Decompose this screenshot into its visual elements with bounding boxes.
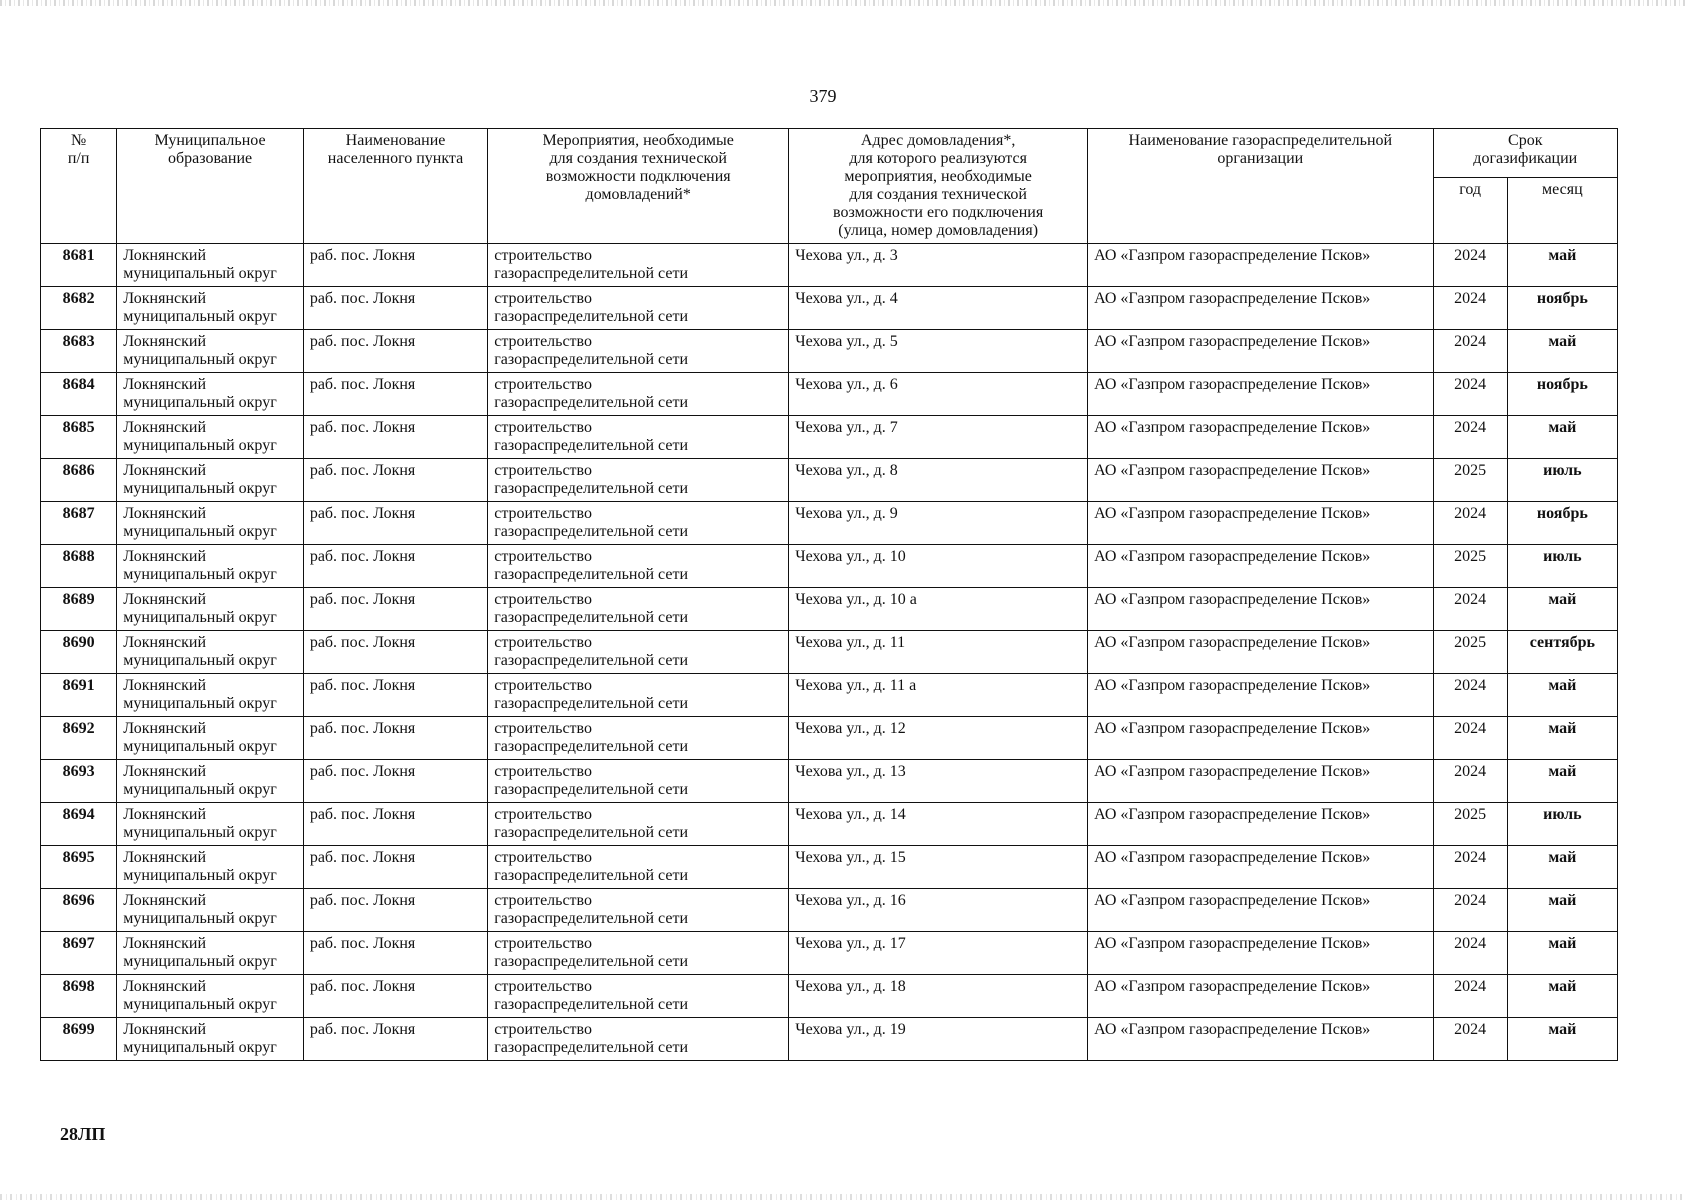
cell-org: АО «Газпром газораспределение Псков» (1088, 846, 1433, 889)
measure-line-2: газораспределительной сети (494, 351, 689, 368)
measure-line-2: газораспределительной сети (494, 652, 689, 669)
cell-settlement: раб. пос. Локня (303, 588, 487, 631)
municipality-line-2: муниципальный округ (123, 480, 277, 497)
cell-org: АО «Газпром газораспределение Псков» (1088, 373, 1433, 416)
cell-month: май (1507, 416, 1617, 459)
municipality-line-1: Локнянский (123, 462, 207, 479)
measure-line-1: строительство (494, 333, 592, 350)
measure-line-1: строительство (494, 763, 592, 780)
cell-address: Чехова ул., д. 18 (789, 975, 1088, 1018)
measure-line-1: строительство (494, 849, 592, 866)
cell-org: АО «Газпром газораспределение Псков» (1088, 932, 1433, 975)
municipality-line-2: муниципальный округ (123, 695, 277, 712)
cell-month: июль (1507, 803, 1617, 846)
cell-num: 8699 (41, 1018, 117, 1061)
cell-org: АО «Газпром газораспределение Псков» (1088, 717, 1433, 760)
measure-line-1: строительство (494, 247, 592, 264)
cell-num: 8683 (41, 330, 117, 373)
measure-line-1: строительство (494, 290, 592, 307)
cell-org: АО «Газпром газораспределение Псков» (1088, 416, 1433, 459)
cell-measure (488, 631, 789, 674)
cell-month: ноябрь (1507, 373, 1617, 416)
cell-year: 2025 (1433, 631, 1507, 674)
cell-settlement: раб. пос. Локня (303, 502, 487, 545)
table-row (41, 545, 1618, 588)
cell-settlement: раб. пос. Локня (303, 416, 487, 459)
footer-code: 28ЛП (60, 1124, 106, 1144)
cell-municipality (117, 975, 304, 1018)
cell-org: АО «Газпром газораспределение Псков» (1088, 287, 1433, 330)
measure-line-1: строительство (494, 935, 592, 952)
cell-address: Чехова ул., д. 3 (789, 244, 1088, 287)
cell-org: АО «Газпром газораспределение Псков» (1088, 588, 1433, 631)
cell-measure (488, 287, 789, 330)
cell-month: май (1507, 717, 1617, 760)
cell-measure (488, 416, 789, 459)
gasification-table (40, 128, 1618, 1061)
municipality-line-1: Локнянский (123, 978, 207, 995)
cell-settlement: раб. пос. Локня (303, 1018, 487, 1061)
cell-month: май (1507, 588, 1617, 631)
cell-municipality (117, 373, 304, 416)
cell-num: 8691 (41, 674, 117, 717)
cell-settlement: раб. пос. Локня (303, 287, 487, 330)
table-row (41, 932, 1618, 975)
cell-year: 2024 (1433, 330, 1507, 373)
measure-line-2: газораспределительной сети (494, 996, 689, 1013)
cell-measure (488, 803, 789, 846)
header-num: № п/п (41, 129, 117, 244)
cell-year: 2025 (1433, 803, 1507, 846)
scan-edge-top (0, 0, 1686, 6)
measure-line-1: строительство (494, 591, 592, 608)
cell-month: ноябрь (1507, 502, 1617, 545)
cell-org: АО «Газпром газораспределение Псков» (1088, 674, 1433, 717)
header-year: год (1433, 178, 1507, 244)
cell-measure (488, 975, 789, 1018)
cell-address: Чехова ул., д. 6 (789, 373, 1088, 416)
cell-month: май (1507, 674, 1617, 717)
cell-municipality (117, 760, 304, 803)
cell-org: АО «Газпром газораспределение Псков» (1088, 975, 1433, 1018)
measure-line-1: строительство (494, 376, 592, 393)
cell-year: 2024 (1433, 932, 1507, 975)
table-row (41, 459, 1618, 502)
cell-year: 2024 (1433, 1018, 1507, 1061)
measure-line-2: газораспределительной сети (494, 867, 689, 884)
measure-line-2: газораспределительной сети (494, 953, 689, 970)
cell-settlement: раб. пос. Локня (303, 330, 487, 373)
municipality-line-1: Локнянский (123, 935, 207, 952)
measure-line-2: газораспределительной сети (494, 523, 689, 540)
municipality-line-2: муниципальный округ (123, 781, 277, 798)
cell-month: май (1507, 932, 1617, 975)
cell-org: АО «Газпром газораспределение Псков» (1088, 889, 1433, 932)
cell-measure (488, 373, 789, 416)
table-row (41, 975, 1618, 1018)
cell-settlement: раб. пос. Локня (303, 846, 487, 889)
measure-line-2: газораспределительной сети (494, 480, 689, 497)
table-row (41, 588, 1618, 631)
cell-num: 8689 (41, 588, 117, 631)
header-term: Срок догазификации (1433, 129, 1617, 178)
cell-month: май (1507, 1018, 1617, 1061)
cell-measure (488, 1018, 789, 1061)
cell-municipality (117, 717, 304, 760)
cell-num: 8688 (41, 545, 117, 588)
cell-month: июль (1507, 545, 1617, 588)
table-row (41, 287, 1618, 330)
cell-municipality (117, 330, 304, 373)
cell-org: АО «Газпром газораспределение Псков» (1088, 502, 1433, 545)
municipality-line-2: муниципальный округ (123, 738, 277, 755)
municipality-line-1: Локнянский (123, 419, 207, 436)
cell-month: сентябрь (1507, 631, 1617, 674)
cell-address: Чехова ул., д. 11 а (789, 674, 1088, 717)
cell-municipality (117, 1018, 304, 1061)
cell-org: АО «Газпром газораспределение Псков» (1088, 545, 1433, 588)
cell-org: АО «Газпром газораспределение Псков» (1088, 803, 1433, 846)
cell-org: АО «Газпром газораспределение Псков» (1088, 631, 1433, 674)
cell-month: ноябрь (1507, 287, 1617, 330)
cell-month: июль (1507, 459, 1617, 502)
table-row (41, 416, 1618, 459)
cell-num: 8697 (41, 932, 117, 975)
cell-settlement: раб. пос. Локня (303, 545, 487, 588)
cell-year: 2024 (1433, 502, 1507, 545)
cell-municipality (117, 803, 304, 846)
cell-year: 2024 (1433, 416, 1507, 459)
cell-org: АО «Газпром газораспределение Псков» (1088, 760, 1433, 803)
cell-year: 2024 (1433, 588, 1507, 631)
cell-year: 2025 (1433, 545, 1507, 588)
cell-measure (488, 846, 789, 889)
table-row (41, 631, 1618, 674)
cell-settlement: раб. пос. Локня (303, 631, 487, 674)
municipality-line-2: муниципальный округ (123, 308, 277, 325)
header-measures: Мероприятия, необходимые для создания технической возможности подключения домовладений* (488, 129, 789, 244)
cell-address: Чехова ул., д. 11 (789, 631, 1088, 674)
cell-settlement: раб. пос. Локня (303, 459, 487, 502)
table-row (41, 717, 1618, 760)
cell-measure (488, 330, 789, 373)
header-month: месяц (1507, 178, 1617, 244)
municipality-line-2: муниципальный округ (123, 609, 277, 626)
municipality-line-1: Локнянский (123, 548, 207, 565)
cell-address: Чехова ул., д. 10 (789, 545, 1088, 588)
measure-line-1: строительство (494, 978, 592, 995)
cell-measure (488, 459, 789, 502)
measure-line-1: строительство (494, 720, 592, 737)
cell-address: Чехова ул., д. 17 (789, 932, 1088, 975)
cell-month: май (1507, 330, 1617, 373)
table-row (41, 846, 1618, 889)
cell-municipality (117, 416, 304, 459)
municipality-line-2: муниципальный округ (123, 437, 277, 454)
municipality-line-1: Локнянский (123, 591, 207, 608)
cell-num: 8686 (41, 459, 117, 502)
table-row (41, 373, 1618, 416)
cell-address: Чехова ул., д. 4 (789, 287, 1088, 330)
municipality-line-1: Локнянский (123, 1021, 207, 1038)
measure-line-1: строительство (494, 505, 592, 522)
cell-municipality (117, 287, 304, 330)
cell-num: 8692 (41, 717, 117, 760)
cell-org: АО «Газпром газораспределение Псков» (1088, 244, 1433, 287)
cell-address: Чехова ул., д. 13 (789, 760, 1088, 803)
cell-measure (488, 932, 789, 975)
table-row (41, 803, 1618, 846)
cell-num: 8693 (41, 760, 117, 803)
page-number: 379 (809, 86, 837, 106)
table-header (41, 129, 1618, 244)
cell-municipality (117, 545, 304, 588)
cell-measure (488, 717, 789, 760)
cell-num: 8694 (41, 803, 117, 846)
cell-year: 2024 (1433, 287, 1507, 330)
municipality-line-1: Локнянский (123, 634, 207, 651)
cell-num: 8698 (41, 975, 117, 1018)
header-address: Адрес домовладения*, для которого реализуются мероприятия, необходимые для создания технической возможности его подключения (улица, номер домовладения) (789, 129, 1088, 244)
cell-address: Чехова ул., д. 15 (789, 846, 1088, 889)
cell-measure (488, 760, 789, 803)
cell-address: Чехова ул., д. 19 (789, 1018, 1088, 1061)
measure-line-1: строительство (494, 548, 592, 565)
measure-line-2: газораспределительной сети (494, 910, 689, 927)
municipality-line-2: муниципальный округ (123, 652, 277, 669)
measure-line-2: газораспределительной сети (494, 566, 689, 583)
cell-year: 2024 (1433, 717, 1507, 760)
cell-settlement: раб. пос. Локня (303, 889, 487, 932)
cell-address: Чехова ул., д. 9 (789, 502, 1088, 545)
cell-settlement: раб. пос. Локня (303, 803, 487, 846)
table-row (41, 889, 1618, 932)
cell-municipality (117, 502, 304, 545)
cell-year: 2024 (1433, 760, 1507, 803)
cell-settlement: раб. пос. Локня (303, 717, 487, 760)
cell-month: май (1507, 760, 1617, 803)
cell-settlement: раб. пос. Локня (303, 373, 487, 416)
cell-address: Чехова ул., д. 8 (789, 459, 1088, 502)
municipality-line-1: Локнянский (123, 892, 207, 909)
municipality-line-2: муниципальный округ (123, 351, 277, 368)
table-row (41, 330, 1618, 373)
municipality-line-2: муниципальный округ (123, 566, 277, 583)
municipality-line-1: Локнянский (123, 806, 207, 823)
cell-num: 8682 (41, 287, 117, 330)
cell-year: 2024 (1433, 373, 1507, 416)
municipality-line-2: муниципальный округ (123, 867, 277, 884)
measure-line-1: строительство (494, 634, 592, 651)
measure-line-2: газораспределительной сети (494, 437, 689, 454)
cell-num: 8696 (41, 889, 117, 932)
measure-line-1: строительство (494, 806, 592, 823)
municipality-line-1: Локнянский (123, 333, 207, 350)
municipality-line-1: Локнянский (123, 505, 207, 522)
table-row (41, 1018, 1618, 1061)
cell-measure (488, 588, 789, 631)
measure-line-1: строительство (494, 462, 592, 479)
header-org: Наименование газораспределительной организации (1088, 129, 1433, 244)
cell-org: АО «Газпром газораспределение Псков» (1088, 459, 1433, 502)
cell-settlement: раб. пос. Локня (303, 244, 487, 287)
cell-settlement: раб. пос. Локня (303, 932, 487, 975)
cell-address: Чехова ул., д. 16 (789, 889, 1088, 932)
cell-month: май (1507, 889, 1617, 932)
measure-line-1: строительство (494, 892, 592, 909)
cell-year: 2024 (1433, 846, 1507, 889)
measure-line-2: газораспределительной сети (494, 738, 689, 755)
cell-year: 2024 (1433, 674, 1507, 717)
measure-line-2: газораспределительной сети (494, 1039, 689, 1056)
measure-line-1: строительство (494, 1021, 592, 1038)
scan-edge-bottom (0, 1194, 1686, 1200)
cell-num: 8681 (41, 244, 117, 287)
municipality-line-1: Локнянский (123, 290, 207, 307)
cell-municipality (117, 889, 304, 932)
cell-address: Чехова ул., д. 7 (789, 416, 1088, 459)
cell-num: 8685 (41, 416, 117, 459)
municipality-line-2: муниципальный округ (123, 953, 277, 970)
measure-line-1: строительство (494, 419, 592, 436)
municipality-line-1: Локнянский (123, 763, 207, 780)
cell-num: 8687 (41, 502, 117, 545)
cell-measure (488, 545, 789, 588)
municipality-line-1: Локнянский (123, 677, 207, 694)
table-row (41, 502, 1618, 545)
cell-month: май (1507, 975, 1617, 1018)
measure-line-2: газораспределительной сети (494, 695, 689, 712)
cell-num: 8690 (41, 631, 117, 674)
cell-address: Чехова ул., д. 10 а (789, 588, 1088, 631)
municipality-line-1: Локнянский (123, 849, 207, 866)
cell-num: 8695 (41, 846, 117, 889)
municipality-line-1: Локнянский (123, 247, 207, 264)
cell-municipality (117, 674, 304, 717)
cell-municipality (117, 932, 304, 975)
municipality-line-2: муниципальный округ (123, 265, 277, 282)
measure-line-1: строительство (494, 677, 592, 694)
cell-municipality (117, 846, 304, 889)
cell-measure (488, 889, 789, 932)
cell-municipality (117, 244, 304, 287)
cell-settlement: раб. пос. Локня (303, 674, 487, 717)
measure-line-2: газораспределительной сети (494, 265, 689, 282)
table-row (41, 244, 1618, 287)
measure-line-2: газораспределительной сети (494, 824, 689, 841)
cell-measure (488, 244, 789, 287)
municipality-line-2: муниципальный округ (123, 1039, 277, 1056)
cell-year: 2024 (1433, 244, 1507, 287)
municipality-line-2: муниципальный округ (123, 394, 277, 411)
cell-municipality (117, 459, 304, 502)
measure-line-2: газораспределительной сети (494, 394, 689, 411)
table-body (41, 244, 1618, 1061)
table-row (41, 760, 1618, 803)
cell-year: 2024 (1433, 975, 1507, 1018)
cell-address: Чехова ул., д. 12 (789, 717, 1088, 760)
cell-address: Чехова ул., д. 5 (789, 330, 1088, 373)
cell-year: 2024 (1433, 889, 1507, 932)
header-municipality: Муниципальное образование (117, 129, 304, 244)
cell-org: АО «Газпром газораспределение Псков» (1088, 330, 1433, 373)
header-settlement: Наименование населенного пункта (303, 129, 487, 244)
cell-org: АО «Газпром газораспределение Псков» (1088, 1018, 1433, 1061)
cell-municipality (117, 631, 304, 674)
cell-num: 8684 (41, 373, 117, 416)
municipality-line-2: муниципальный округ (123, 996, 277, 1013)
municipality-line-1: Локнянский (123, 720, 207, 737)
cell-address: Чехова ул., д. 14 (789, 803, 1088, 846)
municipality-line-1: Локнянский (123, 376, 207, 393)
cell-month: май (1507, 846, 1617, 889)
municipality-line-2: муниципальный округ (123, 824, 277, 841)
cell-measure (488, 502, 789, 545)
cell-settlement: раб. пос. Локня (303, 975, 487, 1018)
municipality-line-2: муниципальный округ (123, 910, 277, 927)
cell-measure (488, 674, 789, 717)
cell-settlement: раб. пос. Локня (303, 760, 487, 803)
table-row (41, 674, 1618, 717)
measure-line-2: газораспределительной сети (494, 609, 689, 626)
municipality-line-2: муниципальный округ (123, 523, 277, 540)
measure-line-2: газораспределительной сети (494, 308, 689, 325)
cell-municipality (117, 588, 304, 631)
cell-year: 2025 (1433, 459, 1507, 502)
cell-month: май (1507, 244, 1617, 287)
measure-line-2: газораспределительной сети (494, 781, 689, 798)
